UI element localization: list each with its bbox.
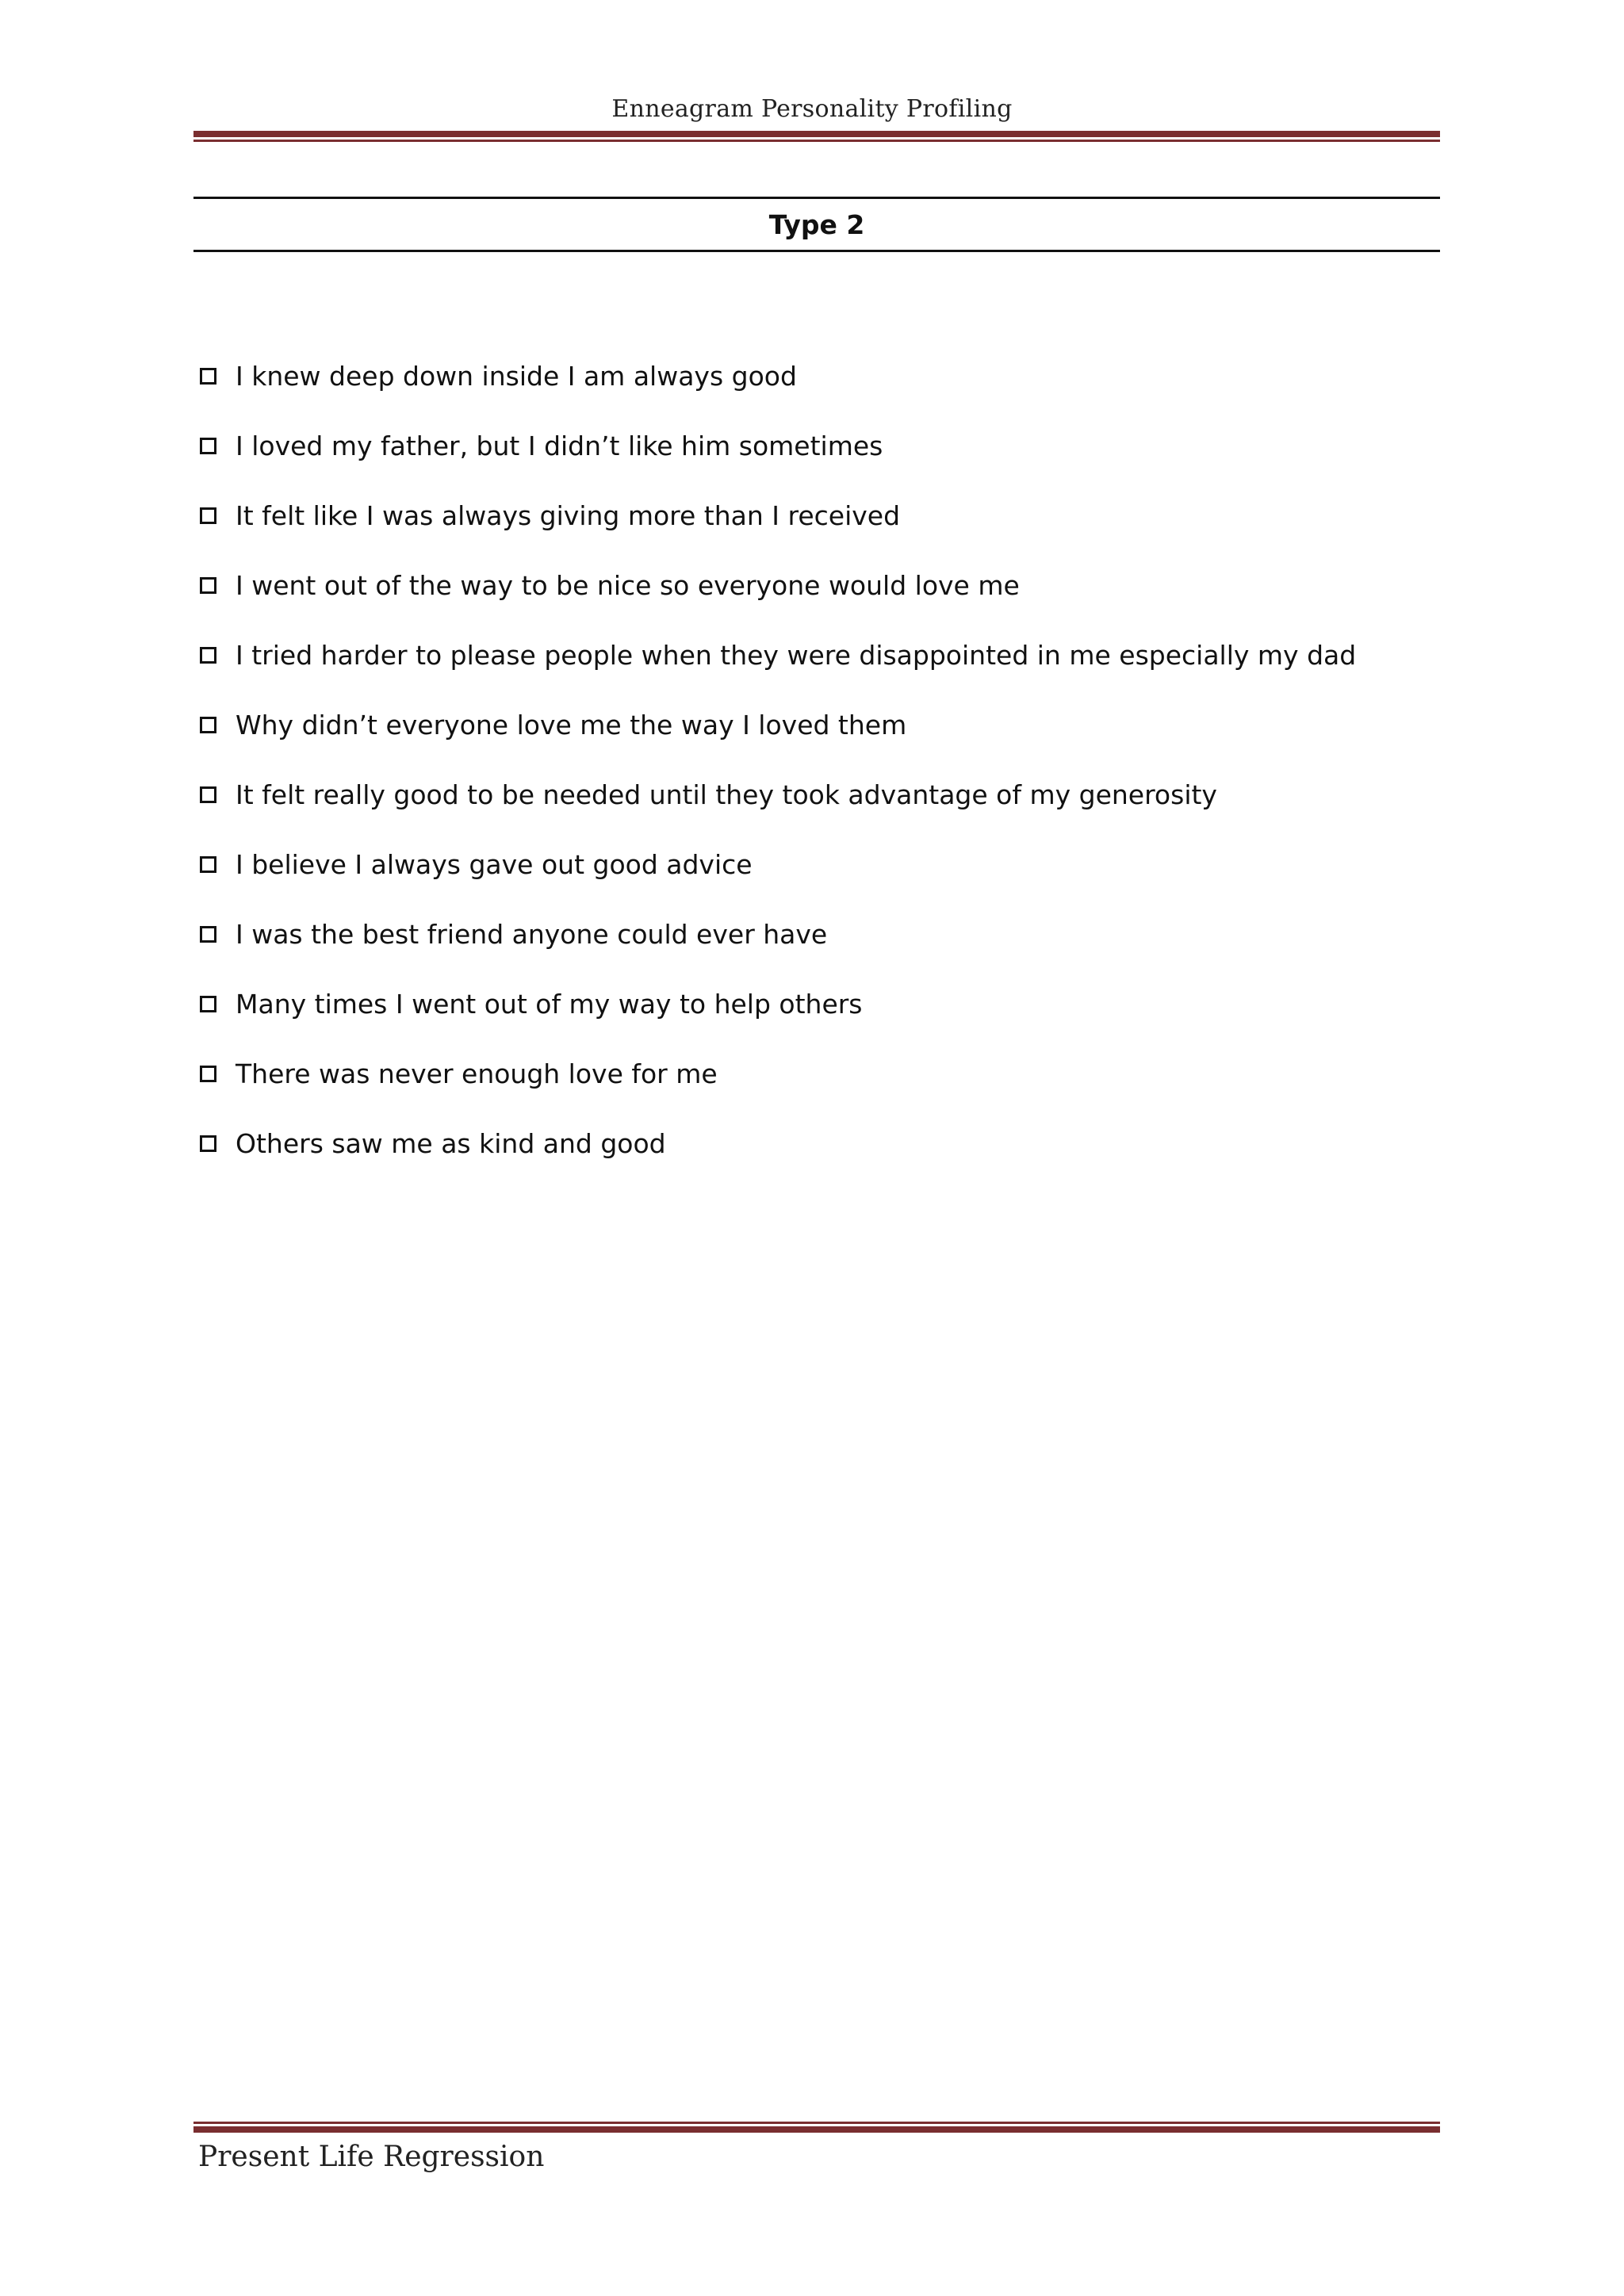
list-item-text: It felt like I was always giving more than I received [236, 499, 901, 531]
list-item-text: I loved my father, but I didn’t like him sometimes [236, 430, 883, 461]
empty-checkbox-icon[interactable] [200, 926, 216, 943]
section-title: Type 2 [193, 197, 1440, 252]
list-item-text: I was the best friend anyone could ever have [236, 918, 828, 950]
empty-checkbox-icon[interactable] [200, 647, 216, 664]
list-item [200, 690, 1356, 760]
page-footer-text: Present Life Regression [198, 2141, 545, 2173]
list-item [200, 341, 1356, 411]
list-item [200, 1039, 1356, 1108]
page-header-title: Enneagram Personality Profiling [611, 95, 1013, 123]
list-item-text: Others saw me as kind and good [236, 1127, 666, 1159]
list-item-text: Many times I went out of my way to help others [236, 988, 863, 1020]
list-item [200, 829, 1356, 899]
footer-rule [193, 2122, 1440, 2133]
list-item-text: It felt really good to be needed until they took advantage of my generosity [236, 779, 1217, 810]
list-item [200, 550, 1356, 620]
empty-checkbox-icon[interactable] [200, 1066, 216, 1082]
checklist [200, 341, 1356, 1178]
empty-checkbox-icon[interactable] [200, 786, 216, 803]
empty-checkbox-icon[interactable] [200, 856, 216, 873]
list-item [200, 760, 1356, 829]
list-item [200, 620, 1356, 690]
list-item [200, 1108, 1356, 1178]
list-item-text: I tried harder to please people when they were disappointed in me especially my dad [236, 639, 1357, 671]
list-item-text: I went out of the way to be nice so everyone would love me [236, 569, 1020, 601]
empty-checkbox-icon[interactable] [200, 717, 216, 733]
list-item [200, 480, 1356, 550]
list-item-text: I knew deep down inside I am always good [236, 360, 797, 392]
list-item-text: There was never enough love for me [236, 1058, 718, 1089]
empty-checkbox-icon[interactable] [200, 507, 216, 524]
list-item [200, 899, 1356, 969]
list-item [200, 969, 1356, 1039]
list-item-text: I believe I always gave out good advice [236, 848, 753, 880]
empty-checkbox-icon[interactable] [200, 1135, 216, 1152]
list-item [200, 411, 1356, 480]
empty-checkbox-icon[interactable] [200, 996, 216, 1012]
header-rule [193, 131, 1440, 142]
list-item-text: Why didn’t everyone love me the way I loved them [236, 709, 907, 740]
empty-checkbox-icon[interactable] [200, 438, 216, 454]
empty-checkbox-icon[interactable] [200, 368, 216, 385]
empty-checkbox-icon[interactable] [200, 577, 216, 594]
